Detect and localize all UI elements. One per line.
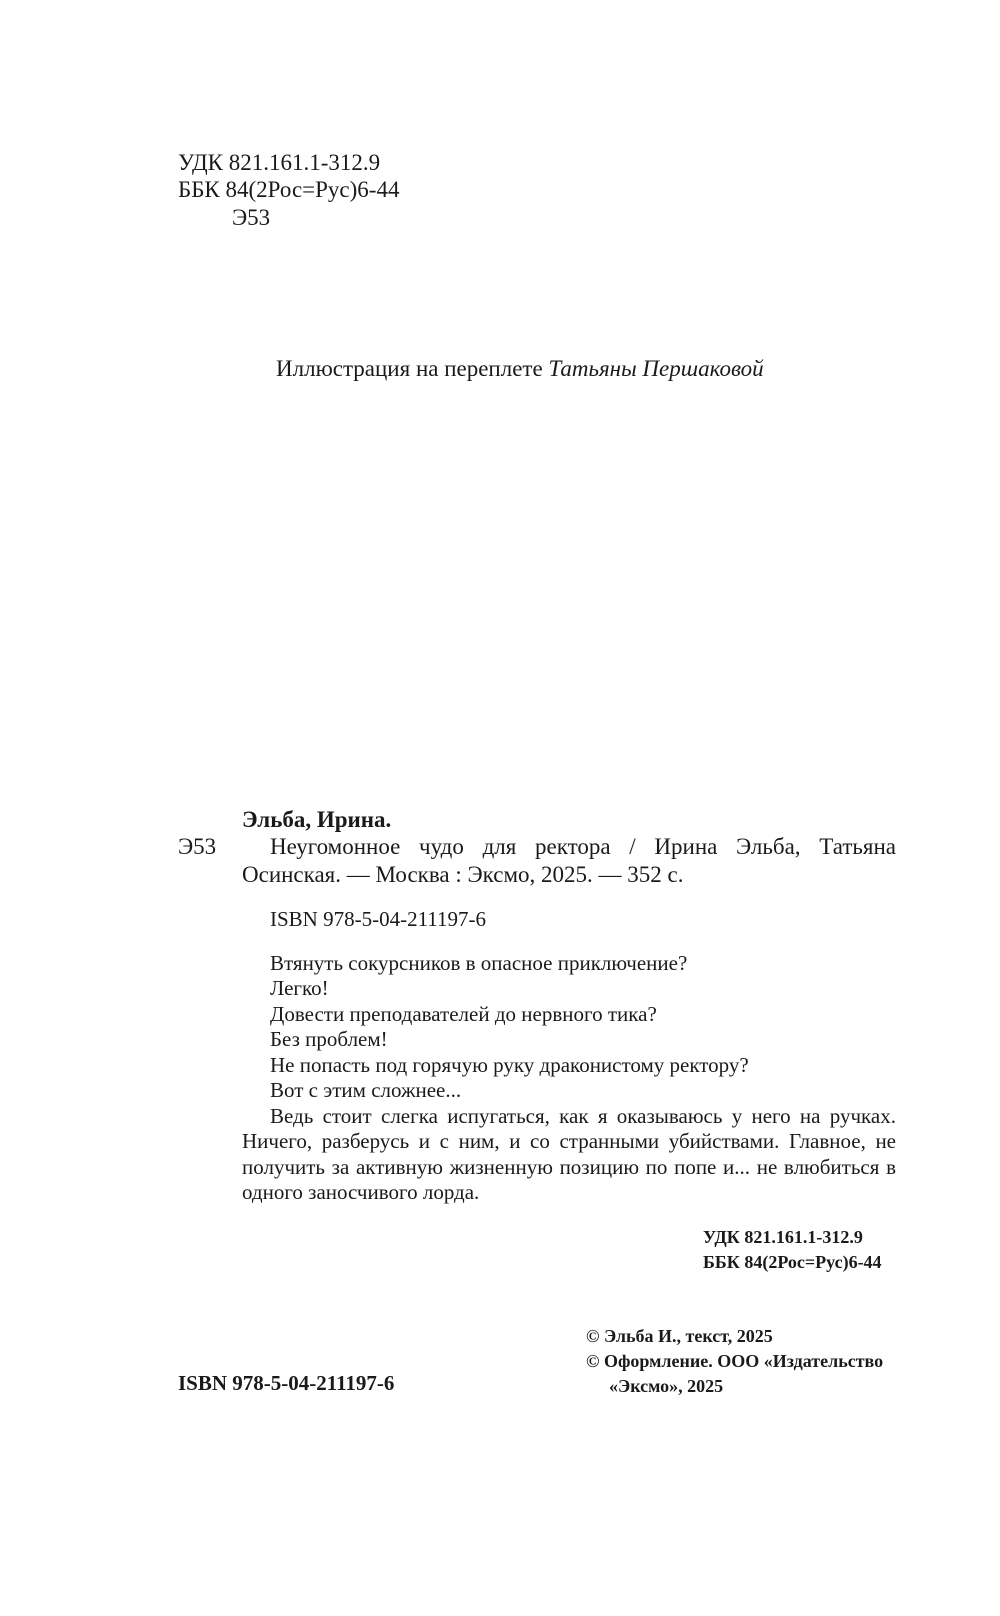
footer-isbn: ISBN 978-5-04-211197-6: [178, 1371, 395, 1395]
annotation-paragraph-line: Ничего, разберусь и с ним, и со странными убийствами. Главное, не: [242, 1129, 896, 1153]
footer-bbk-code: ББК 84(2Рос=Рус)6-44: [703, 1252, 882, 1272]
annotation-line: Без проблем!: [270, 1027, 388, 1051]
copyright-design: © Оформление. ООО «Издательство: [586, 1351, 884, 1371]
illustration-credit: [276, 356, 764, 382]
record-title-line-2: Осинская. — Москва : Эксмо, 2025. — 352 с.: [242, 862, 684, 887]
annotation-line: Легко!: [270, 976, 329, 1000]
record-title-line-1: Неугомонное чудо для ректора / Ирина Эльба, Татьяна: [270, 834, 896, 859]
copyright-design-cont: «Эксмо», 2025: [609, 1376, 724, 1396]
annotation-line: Втянуть сокурсников в опасное приключение?: [270, 951, 688, 975]
copyright-text: © Эльба И., текст, 2025: [586, 1326, 773, 1346]
annotation-paragraph-line: Ведь стоит слегка испугаться, как я оказываюсь у него на ручках.: [270, 1104, 896, 1128]
illustration-credit-prefix: Иллюстрация на переплете: [276, 356, 543, 381]
annotation-paragraph-line: получить за активную жизненную позицию по попе и... не влюбиться в: [242, 1155, 896, 1179]
annotation-paragraph-last: одного заносчивого лорда.: [242, 1180, 480, 1204]
annotation-line: Довести преподавателей до нервного тика?: [270, 1002, 657, 1026]
footer-udk-code: УДК 821.161.1-312.9: [703, 1227, 863, 1247]
author-heading: Эльба, Ирина.: [242, 807, 392, 832]
annotation-line: Не попасть под горячую руку драконистому ректору?: [270, 1053, 749, 1077]
illustrator-name: Татьяны Першаковой: [548, 356, 764, 381]
bbk-code: ББК 84(2Рос=Рус)6-44: [178, 177, 400, 202]
udk-code: УДК 821.161.1-312.9: [178, 150, 381, 175]
annotation-line: Вот с этим сложнее...: [270, 1078, 462, 1102]
record-author-mark: Э53: [178, 834, 217, 859]
record-isbn: ISBN 978-5-04-211197-6: [270, 907, 487, 931]
author-mark: Э53: [232, 205, 271, 230]
